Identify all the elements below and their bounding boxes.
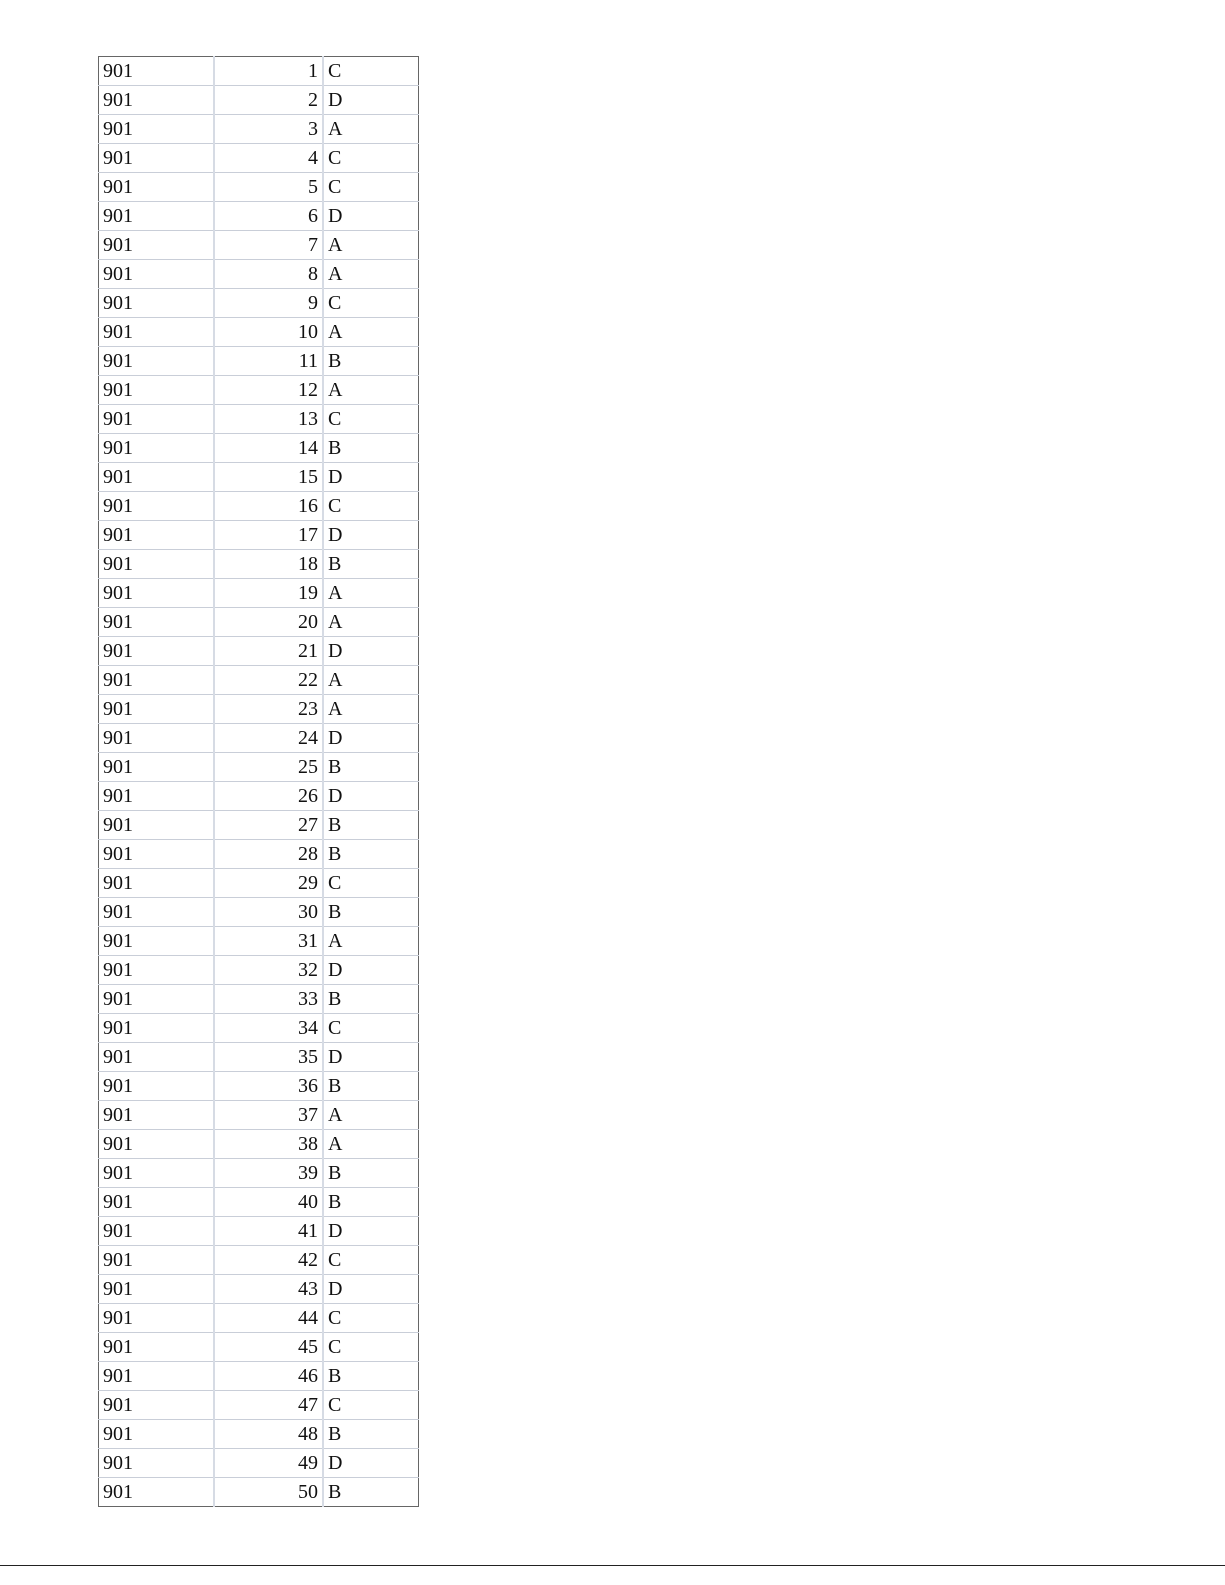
exam-code-cell: 901 — [99, 289, 215, 318]
exam-code-cell: 901 — [99, 1217, 215, 1246]
table-row — [99, 637, 419, 666]
question-number-cell: 4 — [214, 144, 323, 173]
table-row — [99, 753, 419, 782]
answer-cell: A — [323, 579, 419, 608]
question-number-cell: 7 — [214, 231, 323, 260]
answer-cell: B — [323, 898, 419, 927]
table-row — [99, 86, 419, 115]
question-number-cell: 32 — [214, 956, 323, 985]
question-number-cell: 47 — [214, 1391, 323, 1420]
answer-cell: C — [323, 869, 419, 898]
question-number-cell: 36 — [214, 1072, 323, 1101]
question-number-cell: 39 — [214, 1159, 323, 1188]
question-number-cell: 45 — [214, 1333, 323, 1362]
question-number-cell: 21 — [214, 637, 323, 666]
answer-cell: A — [323, 695, 419, 724]
table-row — [99, 840, 419, 869]
question-number-cell: 18 — [214, 550, 323, 579]
exam-code-cell: 901 — [99, 811, 215, 840]
question-number-cell: 11 — [214, 347, 323, 376]
question-number-cell: 31 — [214, 927, 323, 956]
question-number-cell: 49 — [214, 1449, 323, 1478]
exam-code-cell: 901 — [99, 1391, 215, 1420]
exam-code-cell: 901 — [99, 231, 215, 260]
table-row — [99, 1101, 419, 1130]
answer-cell: A — [323, 115, 419, 144]
question-number-cell: 38 — [214, 1130, 323, 1159]
table-row — [99, 1275, 419, 1304]
exam-code-cell: 901 — [99, 1275, 215, 1304]
table-row — [99, 492, 419, 521]
answer-cell: D — [323, 463, 419, 492]
exam-code-cell: 901 — [99, 86, 215, 115]
table-row — [99, 1304, 419, 1333]
question-number-cell: 28 — [214, 840, 323, 869]
answer-key-table — [98, 56, 419, 1507]
exam-code-cell: 901 — [99, 1014, 215, 1043]
exam-code-cell: 901 — [99, 1159, 215, 1188]
exam-code-cell: 901 — [99, 115, 215, 144]
question-number-cell: 34 — [214, 1014, 323, 1043]
table-row — [99, 318, 419, 347]
table-row — [99, 289, 419, 318]
answer-cell: C — [323, 144, 419, 173]
table-row — [99, 579, 419, 608]
table-row — [99, 1072, 419, 1101]
question-number-cell: 30 — [214, 898, 323, 927]
answer-cell: C — [323, 1304, 419, 1333]
answer-cell: D — [323, 637, 419, 666]
question-number-cell: 3 — [214, 115, 323, 144]
answer-cell: C — [323, 1014, 419, 1043]
exam-code-cell: 901 — [99, 1043, 215, 1072]
table-row — [99, 115, 419, 144]
answer-cell: C — [323, 1333, 419, 1362]
exam-code-cell: 901 — [99, 579, 215, 608]
table-row — [99, 1478, 419, 1507]
question-number-cell: 25 — [214, 753, 323, 782]
exam-code-cell: 901 — [99, 985, 215, 1014]
question-number-cell: 20 — [214, 608, 323, 637]
question-number-cell: 10 — [214, 318, 323, 347]
answer-cell: B — [323, 1072, 419, 1101]
answer-cell: B — [323, 1188, 419, 1217]
answer-cell: D — [323, 1275, 419, 1304]
answer-cell: A — [323, 260, 419, 289]
answer-cell: C — [323, 173, 419, 202]
table-row — [99, 521, 419, 550]
question-number-cell: 46 — [214, 1362, 323, 1391]
page-bottom-rule — [0, 1565, 1225, 1566]
question-number-cell: 13 — [214, 405, 323, 434]
answer-cell: B — [323, 811, 419, 840]
question-number-cell: 27 — [214, 811, 323, 840]
answer-cell: D — [323, 1043, 419, 1072]
exam-code-cell: 901 — [99, 1420, 215, 1449]
table-row — [99, 202, 419, 231]
question-number-cell: 1 — [214, 57, 323, 86]
question-number-cell: 2 — [214, 86, 323, 115]
exam-code-cell: 901 — [99, 608, 215, 637]
answer-cell: A — [323, 927, 419, 956]
table-row — [99, 1420, 419, 1449]
answer-cell: B — [323, 1159, 419, 1188]
table-row — [99, 1130, 419, 1159]
table-row — [99, 956, 419, 985]
table-row — [99, 1043, 419, 1072]
exam-code-cell: 901 — [99, 202, 215, 231]
question-number-cell: 16 — [214, 492, 323, 521]
exam-code-cell: 901 — [99, 347, 215, 376]
answer-cell: D — [323, 724, 419, 753]
question-number-cell: 24 — [214, 724, 323, 753]
answer-cell: A — [323, 1101, 419, 1130]
table-row — [99, 1014, 419, 1043]
exam-code-cell: 901 — [99, 1478, 215, 1507]
table-row — [99, 811, 419, 840]
question-number-cell: 17 — [214, 521, 323, 550]
exam-code-cell: 901 — [99, 463, 215, 492]
table-row — [99, 608, 419, 637]
question-number-cell: 23 — [214, 695, 323, 724]
table-row — [99, 1246, 419, 1275]
exam-code-cell: 901 — [99, 927, 215, 956]
answer-cell: D — [323, 521, 419, 550]
exam-code-cell: 901 — [99, 1130, 215, 1159]
question-number-cell: 29 — [214, 869, 323, 898]
exam-code-cell: 901 — [99, 492, 215, 521]
question-number-cell: 26 — [214, 782, 323, 811]
answer-cell: D — [323, 86, 419, 115]
answer-cell: B — [323, 347, 419, 376]
answer-cell: C — [323, 289, 419, 318]
exam-code-cell: 901 — [99, 840, 215, 869]
table-row — [99, 666, 419, 695]
question-number-cell: 40 — [214, 1188, 323, 1217]
answer-cell: A — [323, 376, 419, 405]
question-number-cell: 48 — [214, 1420, 323, 1449]
exam-code-cell: 901 — [99, 1362, 215, 1391]
exam-code-cell: 901 — [99, 1072, 215, 1101]
table-row — [99, 1333, 419, 1362]
answer-cell: B — [323, 434, 419, 463]
exam-code-cell: 901 — [99, 376, 215, 405]
table-row — [99, 173, 419, 202]
answer-cell: B — [328, 1481, 342, 1503]
answer-cell: D — [323, 1217, 419, 1246]
question-number-cell: 14 — [214, 434, 323, 463]
question-number-cell: 12 — [214, 376, 323, 405]
exam-code-cell: 901 — [99, 434, 215, 463]
question-number-cell: 44 — [214, 1304, 323, 1333]
table-row — [99, 927, 419, 956]
answer-cell: D — [323, 1449, 419, 1478]
table-row — [99, 1449, 419, 1478]
exam-code-cell: 901 — [99, 956, 215, 985]
table-row — [99, 347, 419, 376]
exam-code-cell: 901 — [99, 782, 215, 811]
exam-code-cell: 901 — [99, 753, 215, 782]
table-row — [99, 1391, 419, 1420]
exam-code-cell: 901 — [99, 318, 215, 347]
question-number-cell: 35 — [214, 1043, 323, 1072]
table-row — [99, 1159, 419, 1188]
answer-cell: D — [323, 202, 419, 231]
table-row — [99, 376, 419, 405]
exam-code-cell: 901 — [99, 1101, 215, 1130]
question-number-cell: 9 — [214, 289, 323, 318]
table-row — [99, 434, 419, 463]
exam-code-cell: 901 — [99, 724, 215, 753]
answer-cell: B — [323, 985, 419, 1014]
answer-key-body — [99, 57, 419, 1507]
question-number-cell: 15 — [214, 463, 323, 492]
answer-cell: D — [323, 956, 419, 985]
answer-cell: B — [323, 550, 419, 579]
answer-cell: B — [323, 1362, 419, 1391]
answer-cell: A — [323, 318, 419, 347]
answer-cell: A — [323, 1130, 419, 1159]
question-number-cell: 41 — [214, 1217, 323, 1246]
question-number-cell: 8 — [214, 260, 323, 289]
exam-code-cell: 901 — [99, 695, 215, 724]
answer-cell: A — [323, 231, 419, 260]
exam-code-cell: 901 — [99, 898, 215, 927]
answer-cell: A — [323, 666, 419, 695]
exam-code-cell: 901 — [99, 637, 215, 666]
table-row — [99, 260, 419, 289]
answer-cell: B — [323, 1420, 419, 1449]
answer-cell: C — [323, 492, 419, 521]
exam-code-cell: 901 — [99, 1304, 215, 1333]
table-row — [99, 782, 419, 811]
question-number-cell: 42 — [214, 1246, 323, 1275]
table-row — [99, 1188, 419, 1217]
table-row — [99, 869, 419, 898]
exam-code-cell: 901 — [99, 57, 215, 86]
exam-code-cell: 901 — [99, 144, 215, 173]
exam-code-cell: 901 — [99, 1246, 215, 1275]
question-number-cell: 50 — [214, 1478, 323, 1507]
table-row — [99, 1362, 419, 1391]
question-number-cell: 43 — [214, 1275, 323, 1304]
question-number-cell: 37 — [214, 1101, 323, 1130]
answer-cell: B — [323, 753, 419, 782]
exam-code-cell: 901 — [99, 521, 215, 550]
question-number-cell: 6 — [214, 202, 323, 231]
exam-code-cell: 901 — [99, 405, 215, 434]
table-row — [99, 695, 419, 724]
table-row — [99, 550, 419, 579]
exam-code-cell: 901 — [99, 1188, 215, 1217]
table-row — [99, 405, 419, 434]
answer-cell: C — [323, 405, 419, 434]
answer-cell: A — [323, 608, 419, 637]
question-number-cell: 22 — [214, 666, 323, 695]
table-row — [99, 463, 419, 492]
exam-code-cell: 901 — [99, 550, 215, 579]
question-number-cell: 5 — [214, 173, 323, 202]
exam-code-cell: 901 — [99, 173, 215, 202]
table-row — [99, 1217, 419, 1246]
table-row — [99, 985, 419, 1014]
table-row — [99, 144, 419, 173]
table-row — [99, 57, 419, 86]
table-row — [99, 231, 419, 260]
exam-code-cell: 901 — [99, 1449, 215, 1478]
exam-code-cell: 901 — [99, 1333, 215, 1362]
exam-code-cell: 901 — [99, 869, 215, 898]
exam-code-cell: 901 — [99, 260, 215, 289]
answer-cell: C — [323, 1246, 419, 1275]
question-number-cell: 33 — [214, 985, 323, 1014]
exam-code-cell: 901 — [99, 666, 215, 695]
answer-cell: C — [323, 1391, 419, 1420]
answer-cell: B — [323, 840, 419, 869]
answer-cell: D — [323, 782, 419, 811]
answer-cell: C — [323, 57, 419, 86]
table-row — [99, 724, 419, 753]
question-number-cell: 19 — [214, 579, 323, 608]
table-row — [99, 898, 419, 927]
